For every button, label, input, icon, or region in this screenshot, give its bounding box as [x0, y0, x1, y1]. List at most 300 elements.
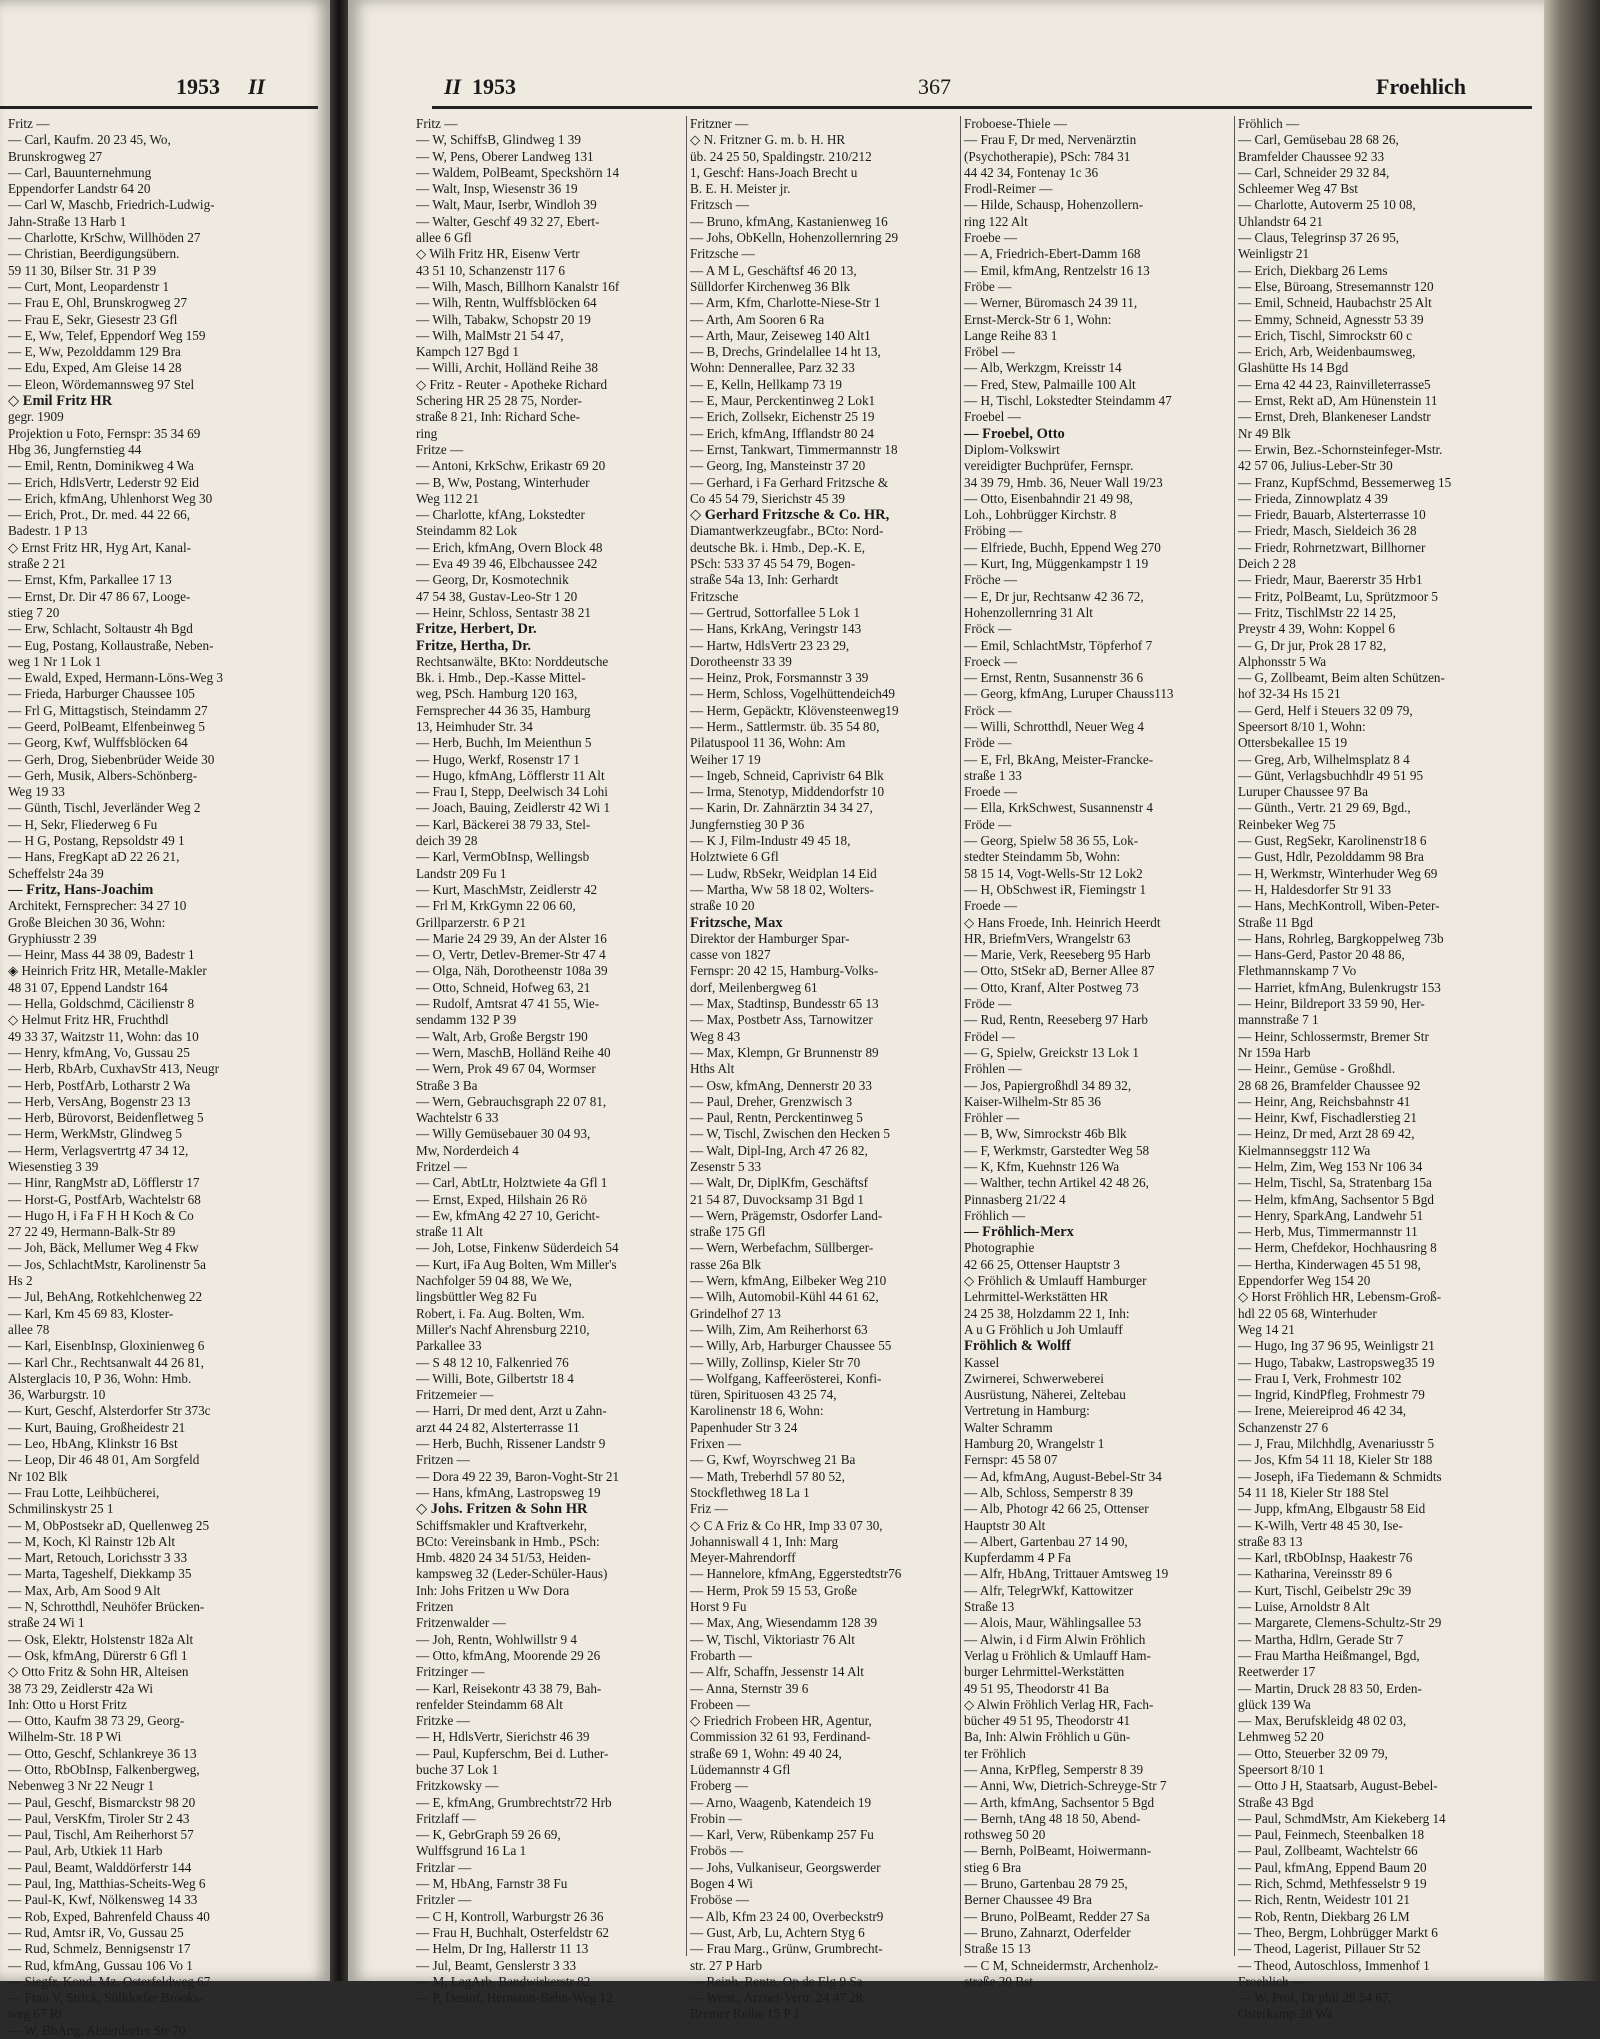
- directory-entry-line: Wulffsgrund 16 La 1: [416, 1843, 527, 1859]
- directory-entry-line: straße 2 21: [8, 556, 66, 572]
- directory-entry-line: ◇ C A Friz & Co HR, Imp 33 07 30,: [690, 1517, 883, 1533]
- directory-entry-line: — Paul, Feinmech, Steenbalken 18: [1238, 1827, 1425, 1843]
- directory-entry-line: Fritz —: [8, 116, 50, 131]
- directory-entry-line: Fernspr: 20 42 15, Hamburg-Volks-: [690, 963, 879, 979]
- directory-entry-line: — Margarete, Clemens-Schultz-Str 29: [1238, 1615, 1442, 1631]
- directory-entry-line: — Reinh, Rentn, Op de Elg 9 Sa: [690, 1973, 863, 1989]
- directory-entry-line: — G, Zollbeamt, Beim alten Schützen-: [1238, 670, 1445, 686]
- directory-entry-line: — Hugo, Tabakw, Lastropsweg35 19: [1238, 1354, 1435, 1370]
- directory-entry-line: sendamm 132 P 39: [416, 1012, 517, 1028]
- directory-entry-line: Frödel —: [964, 1028, 1015, 1044]
- directory-entry-line: — Paul, SchmdMstr, Am Kiekeberg 14: [1238, 1810, 1446, 1826]
- directory-entry-line: Hauptstr 30 Alt: [964, 1517, 1046, 1533]
- directory-entry-line: Grindelhof 27 13: [690, 1305, 781, 1321]
- directory-entry-line: — E, Ww, Pezolddamm 129 Bra: [8, 344, 181, 360]
- directory-entry-line: Froeck —: [964, 653, 1018, 669]
- directory-entry-line: — Friedr, Rohrnetzwart, Billhorner: [1238, 539, 1426, 555]
- directory-entry-line: Kassel: [964, 1354, 1000, 1370]
- directory-entry-line: — Heinr, Ang, Reichsbahnstr 41: [1238, 1093, 1411, 1109]
- directory-entry-line: — Erwin, Bez.-Schornsteinfeger-Mstr.: [1238, 441, 1443, 457]
- directory-entry-line: — Bruno, Zahnarzt, Oderfelder: [964, 1924, 1131, 1940]
- directory-entry-line: Pinnasberg 21/22 4: [964, 1191, 1066, 1207]
- directory-entry-line: — W, Prof, Dr phil 28 54 67,: [1238, 1990, 1392, 2006]
- directory-entry-line: Hbg 36, Jungfernstieg 44: [8, 441, 142, 457]
- directory-entry-line: Kaiser-Wilhelm-Str 85 36: [964, 1093, 1101, 1109]
- directory-column-4: [1238, 116, 1508, 2023]
- directory-entry-line: — Jos, Kfm 54 11 18, Kieler Str 188: [1238, 1452, 1433, 1468]
- directory-entry-line: — Charlotte, KrSchw, Willhöden 27: [8, 230, 201, 246]
- directory-entry-line: Froede —: [964, 898, 1018, 914]
- directory-entry-line: — Wolfgang, Kaffeerösterei, Konfi-: [690, 1370, 882, 1386]
- directory-entry-line: — B, Ww, Simrockstr 46b Blk: [964, 1126, 1127, 1142]
- directory-entry-line: — Ludw, RbSekr, Weidplan 14 Eid: [690, 865, 877, 881]
- directory-entry-line: — Walt, Arb, Große Bergstr 190: [416, 1028, 588, 1044]
- directory-entry-line: — G, Spielw, Greickstr 13 Lok 1: [964, 1044, 1139, 1060]
- directory-entry-line: ring 122 Alt: [964, 213, 1028, 229]
- directory-entry-line: Fröbing —: [964, 523, 1023, 539]
- directory-entry-line: — Helm, Tischl, Sa, Stratenbarg 15a: [1238, 1175, 1432, 1191]
- directory-entry-line: str. 27 P Harb: [690, 1957, 763, 1973]
- directory-entry-line: — Ernst, Rentn, Susannenstr 36 6: [964, 670, 1144, 686]
- directory-entry-line: straße 11 Alt: [416, 1224, 483, 1240]
- directory-entry-line: Fritzke —: [416, 1713, 470, 1729]
- directory-entry-line: — Jupp, kfmAng, Elbgaustr 58 Eid: [1238, 1501, 1426, 1517]
- directory-entry-line: Fritzinger —: [416, 1664, 485, 1680]
- directory-entry-line: — M, LagArb, Bandwirkerstr 82: [416, 1973, 591, 1989]
- directory-entry-line: straße 30 Bst: [964, 1973, 1033, 1989]
- directory-entry-line: — Georg, Spielw 58 36 55, Lok-: [964, 833, 1139, 849]
- directory-entry-line: — Max, Arb, Am Sood 9 Alt: [8, 1582, 161, 1598]
- directory-entry-line: 47 54 38, Gustav-Leo-Str 1 20: [416, 588, 578, 604]
- directory-entry-line: Straße 15 13: [964, 1941, 1031, 1957]
- directory-entry-line: — Eug, Postang, Kollaustraße, Neben-: [8, 637, 214, 653]
- directory-entry-line: Eppendorfer Landstr 64 20: [8, 181, 151, 197]
- directory-entry-line: B. E. H. Meister jr.: [690, 181, 791, 197]
- directory-entry-line: — Kurt, MaschMstr, Zeidlerstr 42: [416, 881, 598, 897]
- directory-entry-line: Reinbeker Weg 75: [1238, 816, 1336, 832]
- directory-entry-line: — Frau Martha Heißmangel, Bgd,: [1238, 1647, 1420, 1663]
- directory-entry-line: — Wilh, Masch, Billhorn Kanalstr 16f: [416, 278, 620, 294]
- directory-entry-line: — Carl W, Maschb, Friedrich-Ludwig-: [8, 197, 215, 213]
- directory-entry-line: — H, Haldesdorfer Str 91 33: [1238, 881, 1392, 897]
- directory-entry-line: — Karl, Bäckerei 38 79 33, Stel-: [416, 816, 591, 832]
- directory-entry-line: Schmilinskystr 25 1: [8, 1501, 114, 1517]
- directory-entry-line: Inh: Johs Fritzen u Ww Dora: [416, 1582, 570, 1598]
- page-number: 367: [918, 74, 951, 99]
- directory-entry-line: Jahn-Straße 13 Harb 1: [8, 213, 127, 229]
- directory-entry-line: — Gust, Arb, Lu, Achtern Styg 6: [690, 1924, 865, 1940]
- directory-entry-line: Fröche —: [964, 572, 1018, 588]
- directory-entry-line: — Max, Berufskleidg 48 02 03,: [1238, 1713, 1407, 1729]
- directory-entry-line: — Alb, Schloss, Semperstr 8 39: [964, 1484, 1133, 1500]
- directory-entry-line: Fröhlich —: [964, 1207, 1026, 1223]
- directory-entry-line: — Kurt, iFa Aug Bolten, Wm Miller's: [416, 1256, 617, 1272]
- directory-entry-line: Glashütte Hs 14 Bgd: [1238, 360, 1349, 376]
- directory-entry-line: — Frau E, Ohl, Brunskrogweg 27: [8, 295, 188, 311]
- directory-entry-line: — Rudolf, Amtsrat 47 41 55, Wie-: [416, 996, 600, 1012]
- directory-entry-line: Froboese-Thiele —: [964, 116, 1067, 131]
- directory-entry-line: stieg 6 Bra: [964, 1859, 1022, 1875]
- directory-entry-line: — Walt, Dr, DiplKfm, Geschäftsf: [690, 1175, 868, 1191]
- directory-entry-line: — Kurt, Bauing, Großheidestr 21: [8, 1419, 186, 1435]
- right-page: [348, 0, 1544, 2022]
- directory-entry-line: — Max, Klempn, Gr Brunnenstr 89: [690, 1044, 879, 1060]
- directory-entry-line: 43 51 10, Schanzenstr 117 6: [416, 262, 565, 278]
- directory-entry-line: — Jul, BehAng, Rotkehlchenweg 22: [8, 1289, 203, 1305]
- directory-entry-line: — Herb, Bürovorst, Beidenfletweg 5: [8, 1110, 204, 1126]
- directory-entry-line: Straße 13: [964, 1599, 1015, 1615]
- directory-entry-line: Wilhelm-Str. 18 P Wi: [8, 1729, 122, 1745]
- directory-entry-line: Alsterglacis 10, P 36, Wohn: Hmb.: [8, 1370, 192, 1386]
- directory-entry-line: — Herb, Buchh, Rissener Landstr 9: [416, 1436, 606, 1452]
- directory-entry-line: — Ew, kfmAng 42 27 10, Gericht-: [416, 1207, 600, 1223]
- directory-entry-line: — Geerd, PolBeamt, Elfenbeinweg 5: [8, 718, 206, 734]
- directory-entry-line: — Joh, Lotse, Finkenw Süderdeich 54: [416, 1240, 619, 1256]
- directory-entry-line: — Walter, Geschf 49 32 27, Ebert-: [416, 213, 600, 229]
- directory-entry-line: — Johs, ObKelln, Hohenzollernring 29: [690, 230, 899, 246]
- directory-entry-line: straße 175 Gfl: [690, 1224, 766, 1240]
- directory-entry-line: — M, HbAng, Farnstr 38 Fu: [416, 1876, 568, 1892]
- directory-entry-line: — Anni, Ww, Dietrich-Schreyge-Str 7: [964, 1778, 1167, 1794]
- directory-entry-line: — Otto, StSekr aD, Berner Allee 87: [964, 963, 1155, 979]
- directory-entry-line: — Otto, Eisenbahndir 21 49 98,: [964, 490, 1133, 506]
- directory-entry-line: — Werner, Büromasch 24 39 11,: [964, 295, 1138, 311]
- directory-entry-line: — Erich, kfmAng, Overn Block 48: [416, 539, 603, 555]
- directory-entry-line: 36, Warburgstr. 10: [8, 1387, 106, 1403]
- directory-entry-line: — Otto, Schneid, Hofweg 63, 21: [416, 979, 591, 995]
- directory-entry-line: — Wern, MaschB, Holländ Reihe 40: [416, 1044, 611, 1060]
- directory-entry-line: — Gust, Hdlr, Pezolddamm 98 Bra: [1238, 849, 1424, 865]
- directory-entry-line: Frobeen —: [690, 1696, 750, 1712]
- directory-entry-line: — Heinr, Kwf, Fischadlerstieg 21: [1238, 1110, 1417, 1126]
- column-divider: [1234, 116, 1235, 1956]
- directory-entry-line: — Herm., Sattlermstr. üb. 35 54 80,: [690, 718, 880, 734]
- directory-entry-line: 44 42 34, Fontenay 1c 36: [964, 164, 1099, 180]
- directory-entry-line: Weinligstr 21: [1238, 246, 1310, 262]
- directory-entry-line: Bramfelder Chaussee 92 33: [1238, 148, 1385, 164]
- directory-entry-line: — Emil, kfmAng, Rentzelstr 16 13: [964, 262, 1150, 278]
- directory-entry-line: — Alb, Photogr 42 66 25, Ottenser: [964, 1501, 1149, 1517]
- directory-entry-line: Reetwerder 17: [1238, 1664, 1316, 1680]
- directory-entry-line: — Gerd, Helf i Steuers 32 09 79,: [1238, 702, 1413, 718]
- directory-entry-line: — Frau Lotte, Leihbücherei,: [8, 1484, 160, 1500]
- directory-entry-line: — Heinr., Gemüse - Großhdl.: [1238, 1061, 1396, 1077]
- directory-entry-line: — Anna, KrPfleg, Semperstr 8 39: [964, 1761, 1144, 1777]
- directory-entry-line: — Kurt, Ing, Müggenkampstr 1 19: [964, 556, 1149, 572]
- directory-entry-line: — Fritz, TischlMstr 22 14 25,: [1238, 604, 1396, 620]
- directory-entry-line: — Jul, Beamt, Genslerstr 3 33: [416, 1957, 577, 1973]
- directory-entry-line: Fritz —: [416, 116, 458, 131]
- directory-column-2: [690, 116, 954, 2023]
- directory-entry-line: — H, HdlsVertr, Sierichstr 46 39: [416, 1729, 590, 1745]
- directory-entry-line: — Marta, Tageshelf, Diekkamp 35: [8, 1566, 192, 1582]
- directory-entry-line: Gryphiusstr 2 39: [8, 930, 97, 946]
- directory-entry-line: — Siegfr, Kond, Mz, Osterfeldweg 67: [8, 1973, 211, 1989]
- directory-entry-line: ◇ Otto Fritz & Sohn HR, Alteisen: [8, 1664, 189, 1680]
- directory-entry-line: Weiher 17 19: [690, 751, 761, 767]
- directory-entry-line: Frobin —: [690, 1810, 742, 1826]
- directory-entry-line: — Dora 49 22 39, Baron-Voght-Str 21: [416, 1468, 620, 1484]
- directory-entry-line: — Karl, VermObInsp, Wellingsb: [416, 849, 590, 865]
- directory-entry-line: Eppendorfer Weg 154 20: [1238, 1273, 1371, 1289]
- directory-entry-line: Fritzsch —: [690, 197, 749, 213]
- directory-entry-line: — Willy Gemüsebauer 30 04 93,: [416, 1126, 591, 1142]
- directory-entry-line: deutsche Bk. i. Hmb., Dep.-K. E,: [690, 539, 866, 555]
- directory-entry-line: Weg 8 43: [690, 1028, 741, 1044]
- directory-entry-line: glück 139 Wa: [1238, 1696, 1311, 1712]
- directory-entry-line: Schanzenstr 27 6: [1238, 1419, 1329, 1435]
- directory-entry-line: — Emil, SchlachtMstr, Töpferhof 7: [964, 637, 1153, 653]
- directory-entry-line: — Herb, Buchh, Im Meienthun 5: [416, 735, 592, 751]
- directory-entry-line: — Martha, Ww 58 18 02, Wolters-: [690, 881, 874, 897]
- directory-entry-line: — Emmy, Schneid, Agnesstr 53 39: [1238, 311, 1424, 327]
- directory-entry-line: 49 51 95, Theodorstr 41 Ba: [964, 1680, 1109, 1696]
- directory-entry-line: — Paul, Arb, Utkiek 11 Harb: [8, 1843, 163, 1859]
- directory-entry-line: Parkallee 33: [416, 1338, 482, 1354]
- directory-entry-line: Fritzel —: [416, 1159, 467, 1174]
- directory-entry-line: lingsbüttler Weg 82 Fu: [416, 1289, 537, 1305]
- directory-entry-line: — Erw, Schlacht, Soltaustr 4h Bgd: [8, 621, 193, 637]
- directory-entry-line: straße 69 1, Wohn: 49 40 24,: [690, 1745, 842, 1761]
- directory-entry-line: — H, Tischl, Lokstedter Steindamm 47: [964, 393, 1172, 409]
- directory-entry-line: Inh: Otto u Horst Fritz: [8, 1696, 127, 1712]
- running-head-word: Froehlich: [1376, 74, 1467, 99]
- directory-entry-line: — Bruno, PolBeamt, Redder 27 Sa: [964, 1908, 1150, 1924]
- directory-entry-line: — Antoni, KrkSchw, Erikastr 69 20: [416, 458, 606, 474]
- directory-entry-line: Fritzkowsky —: [416, 1778, 499, 1794]
- directory-entry-line: Schleemer Weg 47 Bst: [1238, 181, 1358, 197]
- directory-entry-line: straße 8 21, Inh: Richard Sche-: [416, 409, 581, 425]
- directory-entry-line: Froböse —: [690, 1892, 749, 1908]
- directory-entry-line: — Herb, RbArb, CuxhavStr 413, Neugr: [8, 1061, 219, 1077]
- directory-entry-line: Fritze, Hertha, Dr.: [416, 637, 532, 654]
- directory-entry-line: — Hans, KrkAng, Veringstr 143: [690, 621, 862, 637]
- directory-entry-line: Uhlandstr 64 21: [1238, 213, 1323, 229]
- directory-entry-line: HR, BriefmVers, Wrangelstr 63: [964, 930, 1131, 946]
- directory-entry-line: Friz —: [690, 1501, 728, 1517]
- directory-entry-line: — Alwin, i d Firm Alwin Fröhlich: [964, 1631, 1146, 1647]
- directory-entry-line: — Claus, Telegrinsp 37 26 95,: [1238, 230, 1400, 246]
- left-header-rule: [0, 106, 318, 109]
- directory-entry-line: bücher 49 51 95, Theodorstr 41: [964, 1713, 1131, 1729]
- directory-entry-line: ◇ Friedrich Frobeen HR, Agentur,: [690, 1713, 872, 1729]
- directory-entry-line: — Alfr, TelegrWkf, Kattowitzer: [964, 1582, 1134, 1598]
- directory-entry-line: Fritze, Herbert, Dr.: [416, 621, 537, 638]
- directory-entry-line: — Wern, Prägemstr, Osdorfer Land-: [690, 1207, 883, 1223]
- directory-entry-line: — Herm, WerkMstr, Glindweg 5: [8, 1126, 182, 1142]
- directory-entry-line: Meyer-Mahrendorff: [690, 1550, 796, 1566]
- directory-entry-line: üb. 24 25 50, Spaldingstr. 210/212: [690, 148, 872, 164]
- directory-entry-line: — Walt, Insp, Wiesenstr 36 19: [416, 181, 578, 197]
- directory-entry-line: — M, Koch, Kl Rainstr 12b Alt: [8, 1533, 176, 1549]
- directory-entry-line: ◇ N. Fritzner G. m. b. H. HR: [690, 132, 846, 148]
- directory-entry-line: 24 25 38, Holzdamm 22 1, Inh:: [964, 1305, 1130, 1321]
- directory-entry-line: — Math, Treberhdl 57 80 52,: [690, 1468, 845, 1484]
- left-column: [8, 116, 320, 2039]
- directory-entry-line: deich 39 28: [416, 833, 478, 849]
- directory-entry-line: — C M, Schneidermstr, Archenholz-: [964, 1957, 1159, 1973]
- directory-entry-line: Speersort 8/10 1: [1238, 1761, 1325, 1777]
- directory-entry-line: Wachtelstr 6 33: [416, 1110, 499, 1126]
- directory-entry-line: — W, Tischl, Viktoriastr 76 Alt: [690, 1631, 855, 1647]
- directory-entry-line: — Paul, Geschf, Bismarckstr 98 20: [8, 1794, 196, 1810]
- directory-entry-line: ter Fröhlich: [964, 1745, 1026, 1761]
- directory-entry-line: — Max, Postbetr Ass, Tarnowitzer: [690, 1012, 873, 1028]
- directory-entry-line: — Emil, Schneid, Haubachstr 25 Alt: [1238, 295, 1432, 311]
- directory-entry-line: — Alb, Kfm 23 24 00, Overbeckstr9: [690, 1908, 884, 1924]
- directory-entry-line: — W, Pens, Oberer Landweg 131: [416, 148, 594, 164]
- directory-entry-line: Wohn: Dennerallee, Parz 32 33: [690, 360, 855, 376]
- directory-entry-line: — Christian, Beerdigungsübern.: [8, 246, 180, 262]
- directory-entry-line: — Willi, Bote, Gilbertstr 18 4: [416, 1370, 574, 1386]
- directory-entry-line: Stockflethweg 18 La 1: [690, 1484, 810, 1500]
- directory-entry-line: — Ella, KrkSchwest, Susannenstr 4: [964, 800, 1153, 816]
- left-running-head: [0, 74, 330, 102]
- directory-entry-line: Froede —: [964, 784, 1018, 800]
- directory-entry-line: Fröhlich —: [1238, 116, 1300, 131]
- directory-entry-line: — Edu, Exped, Am Gleise 14 28: [8, 360, 182, 376]
- directory-entry-line: türen, Spirituosen 43 25 74,: [690, 1387, 837, 1403]
- directory-entry-line: — Bruno, Gartenbau 28 79 25,: [964, 1876, 1128, 1892]
- directory-entry-line: — Gertrud, Sottorfallee 5 Lok 1: [690, 604, 860, 620]
- directory-entry-line: — Harri, Dr med dent, Arzt u Zahn-: [416, 1403, 607, 1419]
- directory-entry-line: — Karl, tRbObInsp, Haakestr 76: [1238, 1550, 1413, 1566]
- directory-entry-line: ◇ Fritz - Reuter - Apotheke Richard: [416, 376, 608, 392]
- directory-entry-line: — G, Dr jur, Prok 28 17 82,: [1238, 637, 1387, 653]
- directory-entry-line: Weg 112 21: [416, 490, 479, 506]
- directory-entry-line: — Georg, kfmAng, Luruper Chauss113: [964, 686, 1174, 702]
- directory-entry-line: Hmb. 4820 24 34 51/53, Heiden-: [416, 1550, 591, 1566]
- directory-entry-line: — Harriet, kfmAng, Bulenkrugstr 153: [1238, 979, 1441, 995]
- directory-entry-line: — Martin, Druck 28 83 50, Erden-: [1238, 1680, 1422, 1696]
- directory-entry-line: Fröde —: [964, 735, 1012, 751]
- directory-entry-line: A u G Fröhlich u Joh Umlauff: [964, 1321, 1123, 1337]
- directory-entry-line: Osterkamp 28 Wa: [1238, 2006, 1333, 2022]
- directory-entry-line: — Martha, Hdlrn, Gerade Str 7: [1238, 1631, 1404, 1647]
- directory-entry-line: — Herb, Mus, Timmermannstr 11: [1238, 1224, 1418, 1240]
- directory-entry-line: — Georg, Ing, Mansteinstr 37 20: [690, 458, 866, 474]
- directory-entry-line: — B, Ww, Postang, Winterhuder: [416, 474, 590, 490]
- directory-entry-line: — Helm, Zim, Weg 153 Nr 106 34: [1238, 1159, 1423, 1174]
- directory-entry-line: Preystr 4 39, Wohn: Koppel 6: [1238, 621, 1395, 637]
- directory-entry-line: Fritzler —: [416, 1892, 472, 1908]
- directory-entry-line: — Otto, Kranf, Alter Postweg 73: [964, 979, 1139, 995]
- directory-entry-line: straße 10 20: [690, 898, 755, 914]
- directory-entry-line: — P, Desinf, Hermann-Behn-Weg 12: [416, 1990, 613, 2006]
- directory-entry-line: — Hertha, Kinderwagen 45 51 98,: [1238, 1256, 1421, 1272]
- directory-entry-line: — Ernst, Rekt aD, Am Hünenstein 11: [1238, 393, 1438, 409]
- directory-entry-line: — Otto, Kaufm 38 73 29, Georg-: [8, 1713, 185, 1729]
- left-year: 1953: [176, 74, 220, 99]
- directory-entry-line: allee 6 Gfl: [416, 230, 472, 246]
- directory-entry-line: — Paul, Kupferschm, Bei d. Luther-: [416, 1745, 609, 1761]
- directory-entry-line: 48 31 07, Eppend Landstr 164: [8, 979, 168, 995]
- directory-entry-line: Holztwiete 6 Gfl: [690, 849, 779, 865]
- directory-entry-line: — M, ObPostsekr aD, Quellenweg 25: [8, 1517, 210, 1533]
- directory-entry-line: — Frau H, Buchhalt, Osterfeldstr 62: [416, 1924, 610, 1940]
- directory-entry-line: — Ad, kfmAng, August-Bebel-Str 34: [964, 1468, 1162, 1484]
- directory-entry-line: — Ernst, Tankwart, Timmermannstr 18: [690, 441, 898, 457]
- directory-entry-line: Verlag u Fröhlich & Umlauff Ham-: [964, 1647, 1151, 1663]
- directory-entry-line: — Rob, Exped, Bahrenfeld Chauss 40: [8, 1908, 210, 1924]
- directory-entry-line: — Ingrid, KindPfleg, Frohmestr 79: [1238, 1387, 1425, 1403]
- directory-entry-line: — Erich, Arb, Weidenbaumsweg,: [1238, 344, 1416, 360]
- directory-entry-line: Badestr. 1 P 13: [8, 523, 88, 539]
- directory-entry-line: 42 66 25, Ottenser Hauptstr 3: [964, 1256, 1121, 1272]
- directory-entry-line: Lehmweg 52 20: [1238, 1729, 1324, 1745]
- directory-entry-line: — Albert, Gartenbau 27 14 90,: [964, 1533, 1128, 1549]
- directory-entry-line: — Henry, SparkAng, Landwehr 51: [1238, 1207, 1424, 1223]
- directory-entry-line: — Paul, Rentn, Perckentinweg 5: [690, 1110, 863, 1126]
- directory-entry-line: Ernst-Merck-Str 6 1, Wohn:: [964, 311, 1112, 327]
- directory-entry-line: — Friedr, Maur, Baererstr 35 Hrb1: [1238, 572, 1423, 588]
- directory-entry-line: — E, Maur, Perckentinweg 2 Lok1: [690, 393, 876, 409]
- directory-entry-line: Diamantwerkzeugfabr., BCto: Nord-: [690, 523, 884, 539]
- directory-column-3: [964, 116, 1228, 1990]
- directory-entry-line: — Johs, Vulkaniseur, Georgswerder: [690, 1859, 881, 1875]
- directory-entry-line: — Ingeb, Schneid, Caprivistr 64 Blk: [690, 767, 884, 783]
- directory-entry-line: Fröhlich & Wolff: [964, 1338, 1071, 1355]
- directory-entry-line: Brunskrogweg 27: [8, 148, 103, 164]
- directory-entry-line: Kielmannseggstr 112 Wa: [1238, 1142, 1371, 1158]
- directory-entry-line: Bremer Reihe 15 P 1: [690, 2006, 801, 2022]
- directory-entry-line: 38 73 29, Zeidlerstr 42a Wi: [8, 1680, 153, 1696]
- directory-entry-line: — Leo, HbAng, Klinkstr 16 Bst: [8, 1436, 178, 1452]
- directory-entry-line: 21 54 87, Duvocksamp 31 Bgd 1: [690, 1191, 864, 1207]
- directory-entry-line: hdl 22 05 68, Winterhuder: [1238, 1305, 1377, 1321]
- directory-entry-line: — Erich, Diekbarg 26 Lems: [1238, 262, 1388, 278]
- directory-entry-line: — Wilh, Rentn, Wulffsblöcken 64: [416, 295, 597, 311]
- directory-entry-line: — Paul-K, Kwf, Nölkensweg 14 33: [8, 1892, 198, 1908]
- directory-entry-line: — Arth, kfmAng, Sachsentor 5 Bgd: [964, 1794, 1155, 1810]
- directory-entry-line: — Theod, Autoschloss, Immenhof 1: [1238, 1957, 1430, 1973]
- directory-entry-line: — Otto, RbObInsp, Falkenbergweg,: [8, 1761, 200, 1777]
- directory-entry-line: — Wilh, Automobil-Kühl 44 61 62,: [690, 1289, 879, 1305]
- directory-entry-line: — Froebel, Otto: [964, 425, 1065, 442]
- directory-entry-line: Fröde —: [964, 816, 1012, 832]
- directory-entry-line: 34 39 79, Hmb. 36, Neuer Wall 19/23: [964, 474, 1163, 490]
- directory-entry-line: — Arm, Kfm, Charlotte-Niese-Str 1: [690, 295, 881, 311]
- right-running-head: [348, 74, 1544, 102]
- directory-entry-line: — Charlotte, kfAng, Lokstedter: [416, 507, 585, 523]
- left-part-roman: II: [248, 74, 266, 99]
- directory-entry-line: Nr 49 Blk: [1238, 425, 1291, 441]
- directory-entry-line: Alphonsstr 5 Wa: [1238, 653, 1327, 669]
- directory-entry-line: Fritzsche: [690, 588, 739, 604]
- directory-entry-line: — Frieda, Zinnowplatz 4 39: [1238, 490, 1388, 506]
- directory-entry-line: Wiesenstieg 3 39: [8, 1159, 99, 1174]
- directory-entry-line: Walter Schramm: [964, 1419, 1053, 1435]
- directory-entry-line: stedter Steindamm 5b, Wohn:: [964, 849, 1121, 865]
- directory-entry-line: Schiffsmakler und Kraftverkehr,: [416, 1517, 587, 1533]
- directory-entry-line: — Frau I, Stepp, Deelwisch 34 Lohi: [416, 784, 608, 800]
- directory-entry-line: — Rud, Amtsr iR, Vo, Gussau 25: [8, 1924, 184, 1940]
- directory-entry-line: — Paul, Tischl, Am Reiherhorst 57: [8, 1827, 194, 1843]
- directory-entry-line: — Helm, kfmAng, Sachsentor 5 Bgd: [1238, 1191, 1434, 1207]
- directory-entry-line: vereidigter Buchprüfer, Fernspr.: [964, 458, 1134, 474]
- directory-entry-line: — Joseph, iFa Tiedemann & Schmidts: [1238, 1468, 1442, 1484]
- directory-entry-line: Nebenweg 3 Nr 22 Neugr 1: [8, 1778, 155, 1794]
- directory-entry-line: mannstraße 7 1: [1238, 1012, 1319, 1028]
- directory-entry-line: — Erich, Tischl, Simrockstr 60 c: [1238, 327, 1412, 343]
- directory-entry-line: — Karl, EisenbInsp, Gloxinienweg 6: [8, 1338, 205, 1354]
- directory-entry-line: — Hugo H, i Fa F H H Koch & Co: [8, 1207, 194, 1223]
- directory-entry-line: stieg 7 20: [8, 604, 60, 620]
- directory-entry-line: 13, Heimhuder Str. 34: [416, 718, 533, 734]
- directory-entry-line: — Paul, Dreher, Grenzwisch 3: [690, 1093, 853, 1109]
- directory-entry-line: Fröbel —: [964, 344, 1015, 360]
- directory-entry-line: Co 45 54 79, Sierichstr 45 39: [690, 490, 845, 506]
